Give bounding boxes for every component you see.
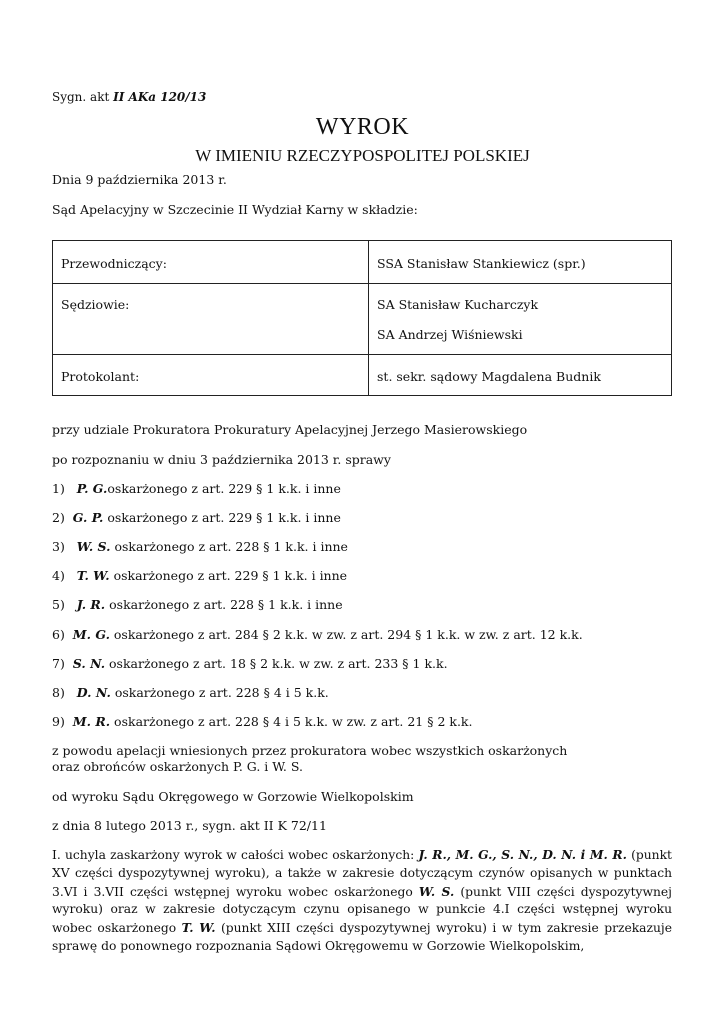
case-reference-prefix: Sygn. akt bbox=[52, 90, 110, 104]
court-line: Sąd Apelacyjny w Szczecinie II Wydział Karny w składzie: bbox=[52, 202, 418, 217]
defendant-charge: oskarżonego z art. 228 § 1 k.k. i inne bbox=[110, 539, 348, 554]
document-title: WYROK bbox=[315, 114, 410, 140]
defendant-charge: oskarżonego z art. 228 § 4 i 5 k.k. w zw. z art. 21 § 2 k.k. bbox=[110, 714, 473, 729]
table-row bbox=[53, 355, 672, 396]
defendant-number: 5) bbox=[52, 597, 65, 612]
court-panel-table bbox=[52, 240, 672, 396]
table-row bbox=[53, 241, 672, 284]
defendant-charge: oskarżonego z art. 229 § 1 k.k. i inne bbox=[107, 481, 341, 496]
ruling-paragraph bbox=[52, 846, 672, 956]
defendant-number: 2) bbox=[52, 510, 65, 525]
defendant-item bbox=[52, 627, 583, 643]
defendant-number: 6) bbox=[52, 627, 65, 642]
defendant-number: 3) bbox=[52, 539, 65, 554]
defendant-name: J. R. bbox=[76, 597, 106, 612]
appeal-line-1: z powodu apelacji wniesionych przez prokuratora wobec wszystkich oskarżonych bbox=[52, 743, 568, 758]
ruling-names-1: J. R., M. G., S. N., D. N. i M. R. bbox=[418, 847, 627, 862]
defendant-number: 7) bbox=[52, 656, 65, 671]
table-row bbox=[53, 284, 672, 355]
defendant-charge: oskarżonego z art. 229 § 1 k.k. i inne bbox=[103, 510, 341, 525]
defendant-charge: oskarżonego z art. 229 § 1 k.k. i inne bbox=[109, 568, 348, 583]
defendant-charge: oskarżonego z art. 284 § 2 k.k. w zw. z art. 294 § 1 k.k. w zw. z art. 12 k.k. bbox=[109, 627, 583, 642]
case-reference bbox=[52, 90, 206, 106]
defendant-number: 9) bbox=[52, 714, 65, 729]
judge-1: SA Stanisław Kucharczyk bbox=[377, 297, 539, 312]
ruling-name-3: T. W. bbox=[181, 920, 216, 936]
defendant-name: D. N. bbox=[76, 685, 111, 700]
defendant-charge: oskarżonego z art. 18 § 2 k.k. w zw. z art. 233 § 1 k.k. bbox=[105, 656, 448, 671]
ruling-name-2: W. S. bbox=[418, 883, 455, 899]
chair-label-cell bbox=[53, 241, 369, 284]
defendant-number: 4) bbox=[52, 568, 65, 583]
document-subtitle: W IMIENIU RZECZYPOSPOLITEJ POLSKIEJ bbox=[195, 146, 530, 165]
defendant-number: 1) bbox=[52, 481, 65, 496]
prosecutor-line: przy udziale Prokuratora Prokuratury Apelacyjnej Jerzego Masierowskiego bbox=[52, 422, 528, 437]
judgment-date-line: z dnia 8 lutego 2013 r., sygn. akt II K 72/11 bbox=[52, 818, 327, 833]
defendant-item bbox=[52, 714, 472, 730]
defendant-item bbox=[52, 481, 341, 497]
defendant-name: W. S. bbox=[76, 539, 111, 554]
appeal-line-2: oraz obrońców oskarżonych P. G. i W. S. bbox=[52, 759, 303, 774]
defendant-name: M. G. bbox=[72, 627, 110, 642]
chair-value-cell bbox=[369, 241, 672, 284]
defendant-name: M. R. bbox=[72, 714, 111, 729]
defendant-charge: oskarżonego z art. 228 § 4 i 5 k.k. bbox=[110, 685, 329, 700]
clerk-label-cell bbox=[53, 355, 369, 396]
defendant-name: T. W. bbox=[76, 568, 110, 583]
ruling-text-4: (punkt XIII części dyspozytywnej wyroku) i w tym zakresie przekazuje sprawę do ponownego rozpoznania Sądowi Okręgowemu w Gorzowie Wielkopolskim, bbox=[52, 921, 672, 954]
judgment-line: od wyroku Sądu Okręgowego w Gorzowie Wielkopolskim bbox=[52, 789, 414, 804]
judges-label-cell bbox=[53, 284, 369, 355]
defendant-item bbox=[52, 510, 341, 526]
date-line: Dnia 9 października 2013 r. bbox=[52, 172, 227, 187]
case-reference-number: II AKa 120/13 bbox=[113, 90, 207, 104]
defendant-number: 8) bbox=[52, 685, 65, 700]
defendant-name: S. N. bbox=[72, 656, 106, 671]
clerk-value: st. sekr. sądowy Magdalena Budnik bbox=[377, 369, 601, 384]
defendant-item bbox=[52, 539, 348, 555]
ruling-text-1: I. uchyla zaskarżony wyrok w całości wobec oskarżonych: bbox=[52, 848, 419, 862]
defendant-name: G. P. bbox=[72, 510, 104, 525]
defendant-item bbox=[52, 656, 448, 672]
defendant-name: P. G. bbox=[76, 481, 108, 496]
hearing-line: po rozpoznaniu w dniu 3 października 2013 r. sprawy bbox=[52, 452, 391, 467]
judges-value-cell bbox=[369, 284, 672, 355]
defendant-item bbox=[52, 568, 347, 584]
ruling-text-2: (punkt XV części dyspozytywnej wyroku), a także w zakresie dotyczącym czynów opisanych w punktach 3.VI i 3.VII części wstępnej wyroku wobec oskarżonego bbox=[52, 848, 672, 899]
ruling-text-3: (punkt VIII części dyspozytywnej wyroku) oraz w zakresie dotyczącym czynu opisanego w punkcie 4.I części wstępnej wyroku wobec oskarżonego bbox=[52, 884, 672, 936]
chair-value: SSA Stanisław Stankiewicz (spr.) bbox=[377, 256, 586, 271]
judge-2: SA Andrzej Wiśniewski bbox=[377, 327, 523, 343]
defendant-charge: oskarżonego z art. 228 § 1 k.k. i inne bbox=[105, 597, 343, 612]
defendant-item bbox=[52, 597, 343, 613]
clerk-value-cell bbox=[369, 355, 672, 396]
clerk-label: Protokolant: bbox=[61, 369, 140, 384]
defendant-item bbox=[52, 685, 329, 701]
judges-label: Sędziowie: bbox=[61, 297, 130, 312]
chair-label: Przewodniczący: bbox=[61, 256, 167, 271]
